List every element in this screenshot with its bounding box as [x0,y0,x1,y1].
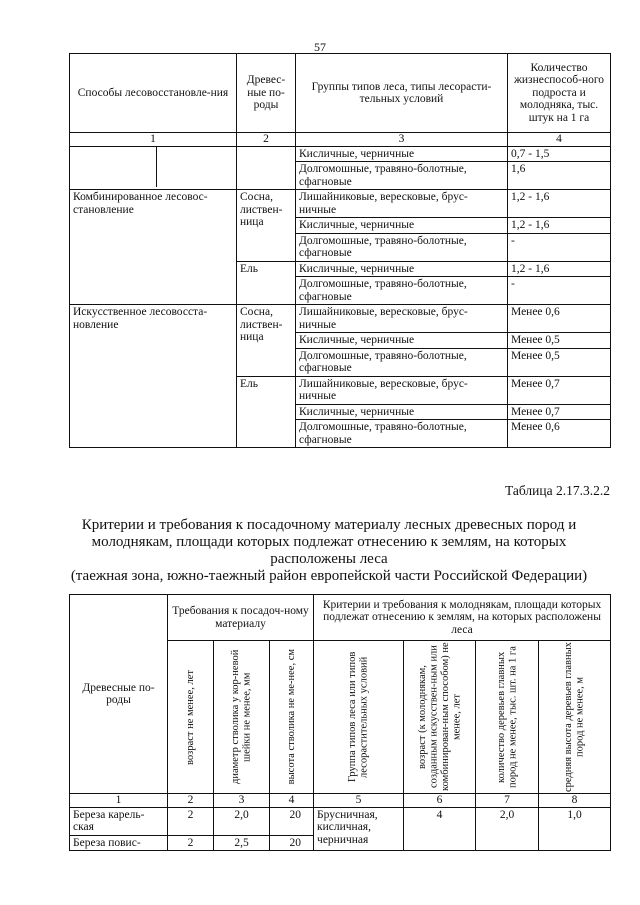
header-text: возраст не менее, лет [184,669,196,765]
forest-group-cell: Долгомошные, травяно-болотные, сфагновые [296,233,508,261]
col-number: 1 [70,794,168,808]
title-line: (таежная зона, южно-таежный район европейской части Российской Федерации) [70,568,588,584]
table-row [70,190,611,218]
col-number: 6 [404,794,476,808]
col-header-species: Древес-ные по-роды [237,54,296,133]
forest-group-cell: Кисличные, черничные [296,146,508,162]
header-text: высота стволика не ме-нее, см [285,649,297,785]
col-number: 7 [476,794,539,808]
col-header-young-requirements: Критерии и требования к молоднякам, площади которых подлежат отнесению к землям, на которых расположены леса [314,595,611,641]
tree-count-cell: 2,0 [476,807,539,851]
col-header-species: Древесные по-роды [70,595,168,794]
species-cell: Ель [237,376,296,448]
header-text: количество деревьев главных пород не менее, тыс. шт. на 1 га [495,646,519,788]
column-number-row [70,133,611,147]
title-line: молоднякам, площади которых подлежат отнесению к землям, на которых [91,534,567,550]
height-cell: 20 [270,835,314,851]
forest-group-cell: Кисличные, черничные [296,333,508,349]
quantity-cell: Менее 0,5 [508,348,611,376]
col-number: 8 [539,794,611,808]
col-header-quantity: Количество жизнеспособ-ного подроста и молодняка, тыс. штук на 1 га [508,54,611,133]
col-header-height [270,641,314,794]
col-header-planting-requirements: Требования к посадоч-ному материалу [168,595,314,641]
table-caption: Таблица 2.17.3.2.2 [505,483,610,498]
col-number: 3 [296,133,508,147]
table-row [70,305,611,333]
species-cell: Сосна, листвен-ница [237,305,296,377]
forest-group-cell: Лишайниковые, вересковые, брус-ничные [296,305,508,333]
quantity-cell: 1,2 - 1,6 [508,261,611,277]
forest-group-cell: Лишайниковые, вересковые, брус-ничные [296,376,508,404]
table-row [70,146,611,162]
table-reforestation [69,53,611,448]
col-number: 5 [314,794,404,808]
species-cell: Береза карель-ская [70,807,168,835]
diameter-cell: 2,0 [214,807,270,835]
quantity-cell: Менее 0,7 [508,404,611,420]
method-cell-empty [70,146,237,190]
col-header-avg-height [539,641,611,794]
method-cell: Искусственное лесовосста-новление [70,305,237,448]
header-text: средняя высота деревьев главных пород не менее, м [563,642,586,792]
species-cell: Ель [237,261,296,305]
forest-group-cell: Кисличные, черничные [296,218,508,234]
avg-height-cell: 1,0 [539,807,611,851]
diameter-cell: 2,5 [214,835,270,851]
forest-group-cell: Долгомошные, травяно-болотные, сфагновые [296,420,508,448]
forest-group-cell: Долгомошные, травяно-болотные, сфагновые [296,348,508,376]
col-header-tree-count [476,641,539,794]
quantity-cell: Менее 0,6 [508,420,611,448]
table-title [56,517,602,585]
col-number: 4 [270,794,314,808]
quantity-cell: Менее 0,6 [508,305,611,333]
young-age-cell: 4 [404,807,476,851]
table-row [70,807,611,835]
species-cell: Береза повис- [70,835,168,851]
method-cell: Комбинированное лесовос-становление [70,190,237,305]
col-number: 2 [237,133,296,147]
age-cell: 2 [168,807,214,835]
age-cell: 2 [168,835,214,851]
title-line: расположены леса [270,551,388,567]
species-cell-empty [237,146,296,190]
forest-group-cell: Кисличные, черничные [296,261,508,277]
quantity-cell: Менее 0,5 [508,333,611,349]
height-cell: 20 [270,807,314,835]
table-header-row [70,54,611,133]
forest-group-cell: Долгомошные, травяно-болотные, сфагновые [296,277,508,305]
col-number: 4 [508,133,611,147]
col-header-forest-groups: Группы типов леса, типы лесорасти-тельных условий [296,54,508,133]
table-header-row [70,595,611,641]
quantity-cell: 1,2 - 1,6 [508,218,611,234]
forest-group-cell: Долгомошные, травяно-болотные, сфагновые [296,162,508,190]
col-number: 1 [70,133,237,147]
table-planting-criteria [69,594,611,851]
species-cell: Сосна, листвен-ница [237,190,296,262]
col-header-diameter [214,641,270,794]
title-line: Критерии и требования к посадочному материалу лесных древесных пород и [81,517,577,533]
quantity-cell: 0,7 - 1,5 [508,146,611,162]
forest-group-cell: Лишайниковые, вересковые, брус-ничные [296,190,508,218]
quantity-cell: 1,2 - 1,6 [508,190,611,218]
column-number-row [70,794,611,808]
header-text: возраст (к молоднякам, созданным искусствен-ным или комбинирован-ным способом) не менее, лет [416,642,463,792]
quantity-cell: 1,6 [508,162,611,190]
col-number: 2 [168,794,214,808]
header-text: диаметр стволика у кор-невой шейки не менее, мм [230,649,253,785]
quantity-cell: Менее 0,7 [508,376,611,404]
col-header-methods: Способы лесовосстановле-ния [70,54,237,133]
header-text: Группа типов леса или типов лесорастительных условий [347,651,370,783]
col-header-age [168,641,214,794]
page-number: 57 [314,40,326,54]
quantity-cell: - [508,233,611,261]
quantity-cell: - [508,277,611,305]
col-header-young-age [404,641,476,794]
forest-group-cell: Брусничная, кисличная, черничная [314,807,404,851]
forest-group-cell: Кисличные, черничные [296,404,508,420]
col-header-forest-group [314,641,404,794]
col-number: 3 [214,794,270,808]
